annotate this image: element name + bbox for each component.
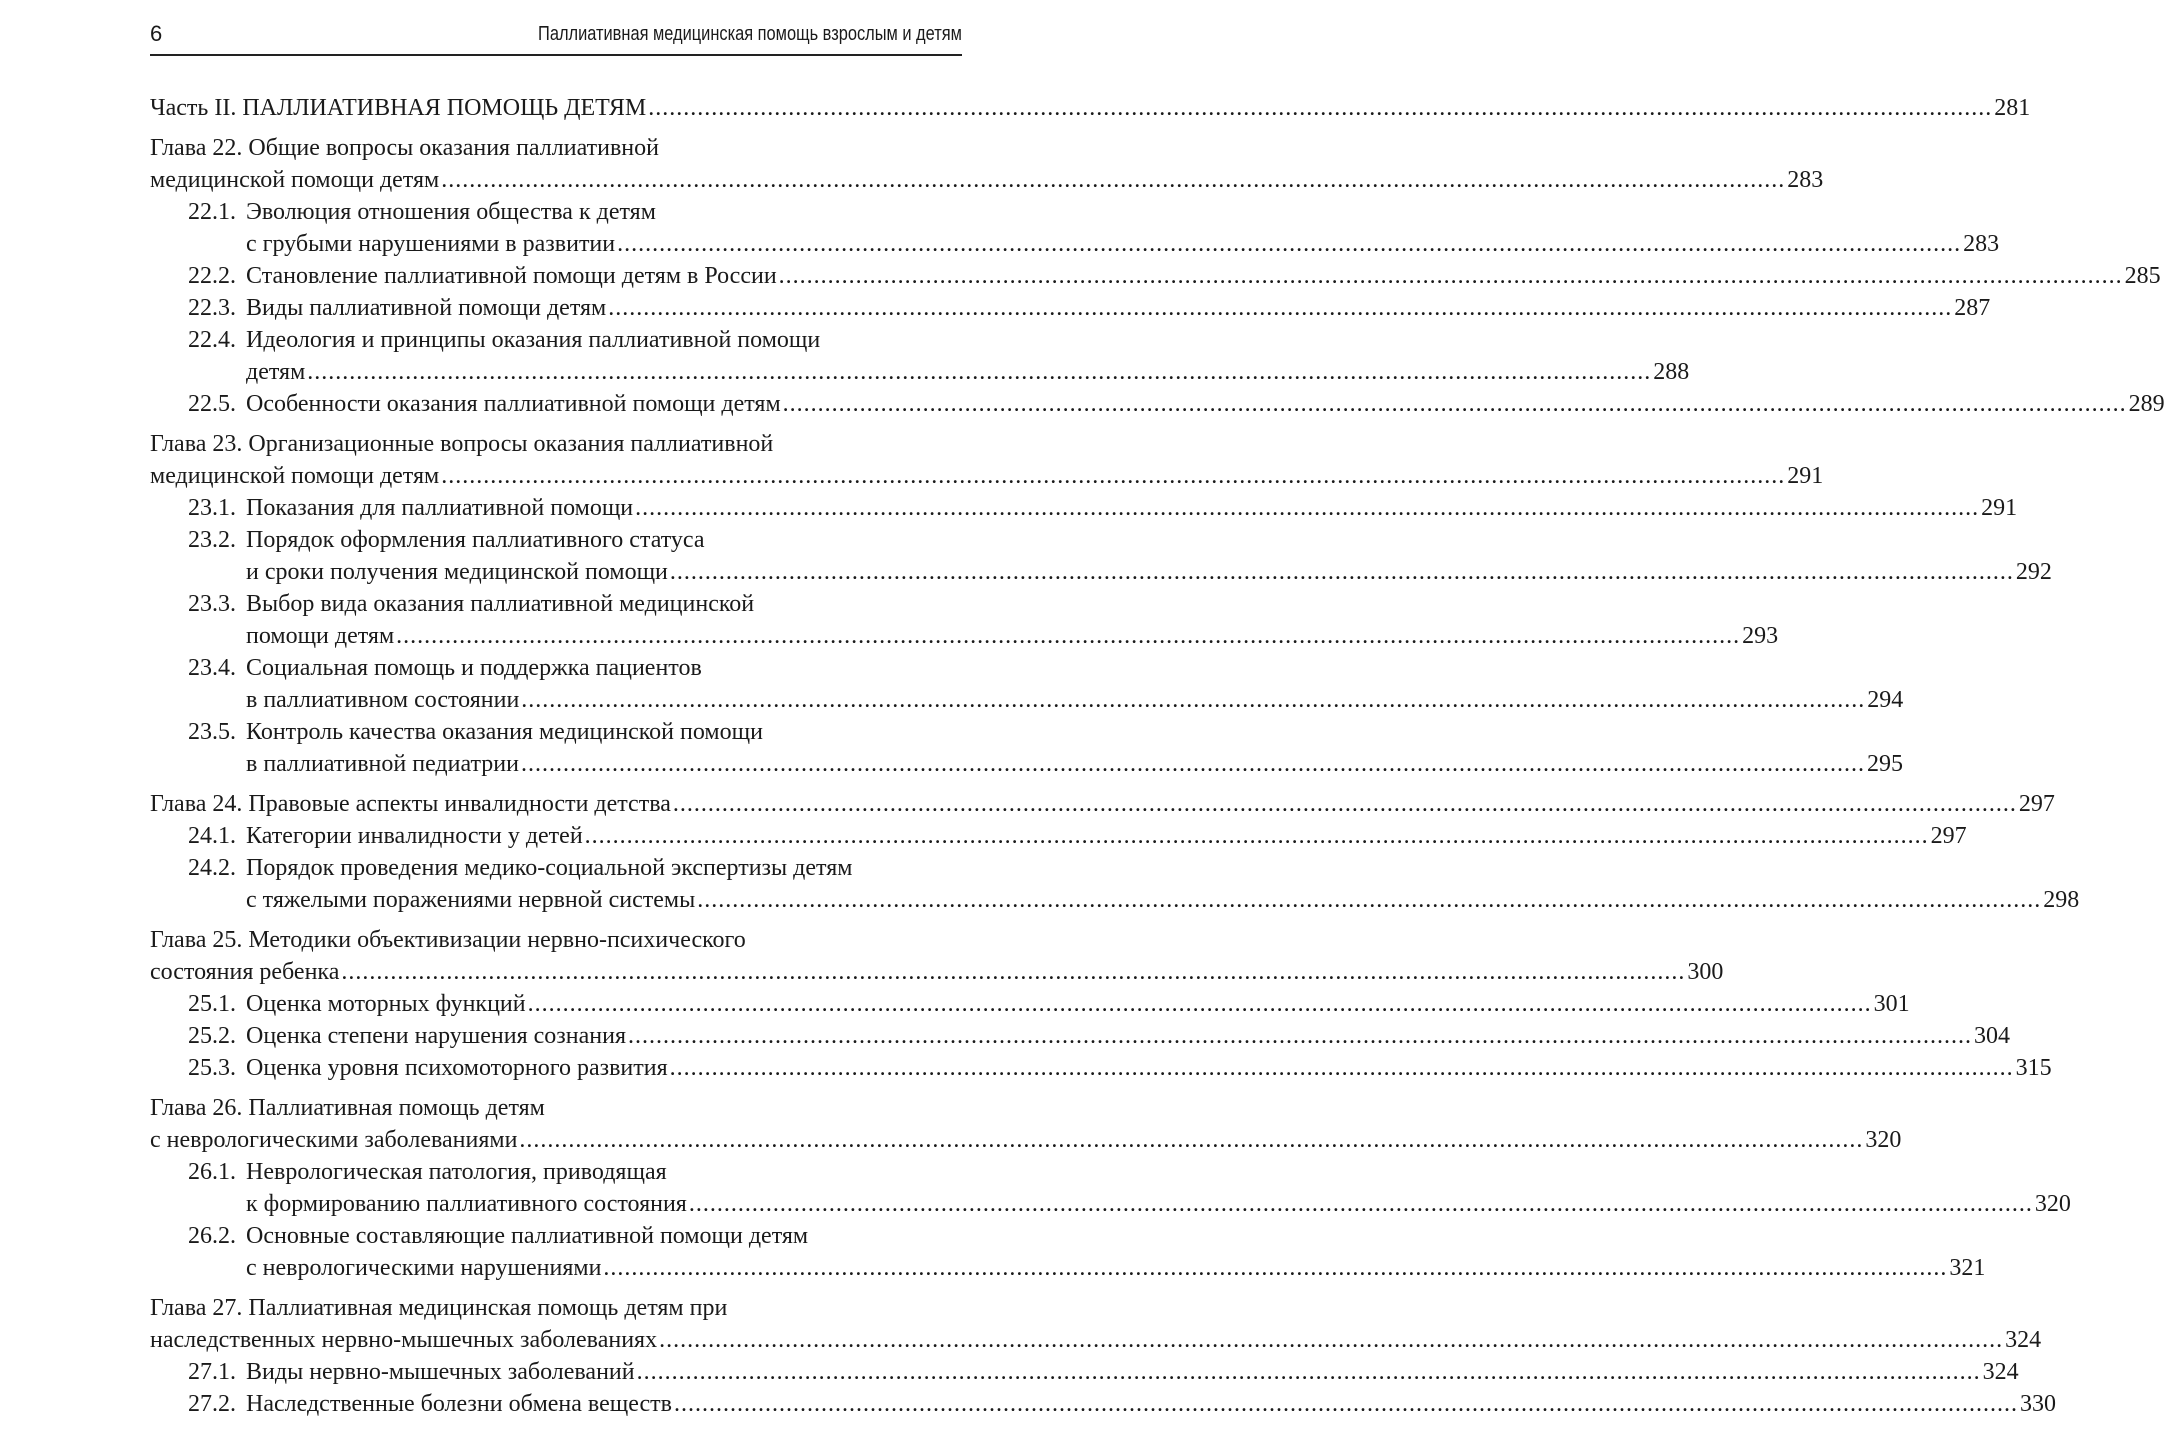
toc-entry-text: медицинской помощи детям (150, 167, 440, 193)
dot-leader (585, 820, 1929, 852)
toc-entry-text: Оценка моторных функций (246, 991, 526, 1017)
toc-chapter-title: Глава 27. Паллиативная медицинская помощь детям при (150, 1295, 728, 1321)
toc-section-body (246, 1052, 2052, 1084)
toc-section-body (246, 1388, 2056, 1420)
dot-leader (673, 788, 2017, 820)
toc-entry-text: помощи детям (246, 623, 395, 649)
dot-leader (528, 988, 1872, 1020)
toc-chapter-line (150, 1124, 1902, 1156)
toc-page-number: 330 (2019, 1391, 2056, 1417)
toc-section-line (246, 884, 2079, 916)
toc-chapter-line (150, 1324, 2042, 1356)
dot-leader (689, 1188, 2033, 1220)
dot-leader (341, 956, 1685, 988)
toc-chapter (150, 1292, 2056, 1420)
toc-section-line (246, 260, 2161, 292)
toc-entry-text: Виды нервно-мышечных заболеваний (246, 1359, 635, 1385)
toc-entry-text: Становление паллиативной помощи детям в России (246, 263, 777, 289)
toc-entry-text: и сроки получения медицинской помощи (246, 559, 668, 585)
toc-section-body (246, 492, 2017, 524)
toc-section (150, 716, 1903, 780)
toc-section-line (246, 356, 1689, 388)
toc-entry-text: Наследственные болезни обмена веществ (246, 1391, 672, 1417)
toc-section-number: 26.1. (188, 1159, 236, 1185)
dot-leader (659, 1324, 2003, 1356)
toc-section-title: Основные составляющие паллиативной помощи детям (246, 1223, 809, 1249)
toc-entry-text: в паллиативном состоянии (246, 687, 520, 713)
dot-leader (441, 460, 1785, 492)
toc-section-number: 25.1. (188, 991, 236, 1017)
toc-section-body (246, 324, 1689, 388)
toc-section (150, 388, 2165, 420)
toc-section-body (246, 652, 1903, 716)
toc-chapter (150, 1092, 2071, 1284)
toc-section-title: Контроль качества оказания медицинской помощи (246, 719, 763, 745)
toc-chapter-title: Глава 23. Организационные вопросы оказания паллиативной (150, 431, 774, 457)
toc-section-line (246, 1388, 2056, 1420)
toc-section-body (246, 1156, 2071, 1220)
toc-section (150, 1356, 2019, 1388)
toc-chapter-line (150, 956, 1724, 988)
toc-entry-text: Категории инвалидности у детей (246, 823, 583, 849)
toc-entry-text: детям (246, 359, 306, 385)
toc-page-number: 297 (2018, 791, 2055, 817)
toc-page-number: 294 (1867, 687, 1904, 713)
toc-section-number: 22.1. (188, 199, 236, 225)
toc-section-line (246, 684, 1903, 716)
toc-section-number: 23.4. (188, 655, 236, 681)
running-title: Паллиативная медицинская помощь взрослым и детям (538, 23, 962, 45)
toc-page-number: 301 (1873, 991, 1910, 1017)
toc-section-line (246, 1252, 1985, 1284)
dot-leader (521, 748, 1865, 780)
toc-section-body (246, 196, 1999, 260)
toc-part-title: Часть II. ПАЛЛИАТИВНАЯ ПОМОЩЬ ДЕТЯМ (150, 95, 647, 121)
toc-page-number: 320 (2034, 1191, 2071, 1217)
toc-page-number: 281 (1994, 95, 2031, 121)
toc-section-line (246, 228, 1999, 260)
toc-chapter-title: Глава 26. Паллиативная помощь детям (150, 1095, 545, 1121)
toc-section-body (246, 524, 2052, 588)
toc-section (150, 524, 2052, 588)
toc-entry-text: Глава 24. Правовые аспекты инвалидности детства (150, 791, 671, 817)
toc-section-number: 25.2. (188, 1023, 236, 1049)
toc-section-number: 23.3. (188, 591, 236, 617)
toc-chapter (150, 428, 2052, 780)
toc-section-line (246, 820, 1967, 852)
toc-section (150, 1156, 2071, 1220)
toc-section (150, 1020, 2010, 1052)
toc-chapter (150, 924, 2052, 1084)
dot-leader (617, 228, 1961, 260)
toc-entry-text: с неврологическими нарушениями (246, 1255, 602, 1281)
toc-page-number: 304 (1974, 1023, 2010, 1049)
toc-entry-text: Оценка уровня психомоторного развития (246, 1055, 668, 1081)
dot-leader (628, 1020, 1972, 1052)
toc-entry-text: к формированию паллиативного состояния (246, 1191, 687, 1217)
dot-leader (670, 556, 2014, 588)
toc-page-number: 288 (1653, 359, 1690, 385)
toc-section-body (246, 716, 1903, 780)
toc-page-number: 283 (1787, 167, 1824, 193)
toc-page-number: 289 (2128, 391, 2165, 417)
toc-page-number: 292 (2015, 559, 2052, 585)
toc-section-title: Неврологическая патология, приводящая (246, 1159, 667, 1185)
toc-section-line (246, 1052, 2052, 1084)
toc-section (150, 260, 2161, 292)
toc-section-number: 22.5. (188, 391, 236, 417)
toc-page-number: 287 (1954, 295, 1991, 321)
toc-section (150, 1388, 2056, 1420)
toc-section (150, 492, 2018, 524)
toc-section-line (246, 292, 1990, 324)
toc-entry-text: Показания для паллиативной помощи (246, 495, 634, 521)
toc-entry-text: Виды паллиативной помощи детям (246, 295, 607, 321)
dot-leader (608, 292, 1952, 324)
toc-chapter (150, 132, 2165, 420)
toc-section-number: 22.3. (188, 295, 236, 321)
toc-page-number: 291 (1981, 495, 2018, 521)
toc-page-number: 297 (1930, 823, 1967, 849)
toc-section-title: Идеология и принципы оказания паллиативной помощи (246, 327, 821, 353)
toc-entry-text: состояния ребенка (150, 959, 340, 985)
toc-section-line (246, 556, 2052, 588)
toc-section-title: Порядок проведения медико-социальной экспертизы детям (246, 855, 853, 881)
dot-leader (648, 92, 1992, 124)
toc-section (150, 292, 1991, 324)
toc-section (150, 652, 1904, 716)
toc-entry-text: с грубыми нарушениями в развитии (246, 231, 616, 257)
toc-page-number: 295 (1866, 751, 1903, 777)
toc-page-number: 315 (2015, 1055, 2052, 1081)
toc-section (150, 1052, 2052, 1084)
dot-leader (519, 1124, 1863, 1156)
toc-section (150, 324, 1690, 388)
toc-section-title: Социальная помощь и поддержка пациентов (246, 655, 702, 681)
toc-page-number: 283 (1963, 231, 2000, 257)
toc-entry-text: Оценка степени нарушения сознания (246, 1023, 626, 1049)
toc-section-body (246, 588, 1778, 652)
dot-leader (521, 684, 1865, 716)
toc-entry-text: Особенности оказания паллиативной помощи детям (246, 391, 781, 417)
toc-entry-text: наследственных нервно-мышечных заболеваниях (150, 1327, 658, 1353)
dot-leader (674, 1388, 2018, 1420)
toc-chapter-line (150, 164, 1824, 196)
toc-section-line (246, 492, 2017, 524)
toc-part-entry (150, 92, 2031, 124)
toc-section-line (246, 748, 1903, 780)
toc-section-body (246, 1220, 1985, 1284)
toc-page-number: 291 (1787, 463, 1824, 489)
toc-section-number: 22.4. (188, 327, 236, 353)
toc-section-number: 23.2. (188, 527, 236, 553)
toc-section (150, 852, 2080, 916)
toc-section (150, 820, 1967, 852)
toc-section-body (246, 988, 1910, 1020)
toc-section-body (246, 1020, 2010, 1052)
toc-chapter-line (150, 460, 1824, 492)
toc-entry-text: в паллиативной педиатрии (246, 751, 519, 777)
toc-section-line (246, 1020, 2010, 1052)
toc-page-number: 324 (2005, 1327, 2042, 1353)
toc-section-number: 24.2. (188, 855, 236, 881)
toc-page-number: 321 (1949, 1255, 1986, 1281)
toc-chapter-title: Глава 22. Общие вопросы оказания паллиативной (150, 135, 659, 161)
toc-entry-text: медицинской помощи детям (150, 463, 440, 489)
dot-leader (783, 388, 2127, 420)
toc-page-number: 293 (1742, 623, 1779, 649)
toc-entry-text: с тяжелыми поражениями нервной системы (246, 887, 696, 913)
toc-section-line (246, 620, 1778, 652)
toc-section-title: Порядок оформления паллиативного статуса (246, 527, 705, 553)
page-number: 6 (150, 21, 163, 46)
toc-chapter-line (150, 788, 2055, 820)
toc-page-number: 324 (1982, 1359, 2019, 1385)
toc-section (150, 588, 1779, 652)
dot-leader (637, 1356, 1981, 1388)
toc-page-number: 285 (2124, 263, 2161, 289)
dot-leader (670, 1052, 2014, 1084)
dot-leader (603, 1252, 1947, 1284)
toc-section-body (246, 1356, 2019, 1388)
toc-section-body (246, 260, 2161, 292)
toc-chapter-title: Глава 25. Методики объективизации нервно-психического (150, 927, 746, 953)
toc-section-number: 22.2. (188, 263, 236, 289)
toc-section-number: 24.1. (188, 823, 236, 849)
toc-section-line (246, 988, 1910, 1020)
dot-leader (697, 884, 2041, 916)
toc-section-line (246, 388, 2165, 420)
toc-section (150, 196, 2000, 260)
dot-leader (307, 356, 1651, 388)
toc-section-title: Эволюция отношения общества к детям (246, 199, 656, 225)
toc-section-number: 25.3. (188, 1055, 236, 1081)
toc-page-number: 300 (1687, 959, 1724, 985)
dot-leader (396, 620, 1740, 652)
toc-page-number: 298 (2043, 887, 2080, 913)
toc-chapter (150, 788, 2080, 916)
toc-entry-text: с неврологическими заболеваниями (150, 1127, 518, 1153)
toc-section-number: 26.2. (188, 1223, 236, 1249)
toc-page-number: 320 (1865, 1127, 1902, 1153)
toc-section-line (246, 1356, 2019, 1388)
toc-section-body (246, 388, 2165, 420)
page-header (150, 20, 962, 56)
table-of-contents (150, 92, 2165, 1420)
toc-section (150, 1220, 1986, 1284)
dot-leader (441, 164, 1785, 196)
toc-section-body (246, 820, 1967, 852)
toc-section-number: 27.1. (188, 1359, 236, 1385)
toc-section-body (246, 852, 2079, 916)
dot-leader (779, 260, 2123, 292)
toc-section-title: Выбор вида оказания паллиативной медицинской (246, 591, 755, 617)
toc-section-number: 23.5. (188, 719, 236, 745)
toc-section-line (246, 1188, 2071, 1220)
toc-section-number: 23.1. (188, 495, 236, 521)
dot-leader (635, 492, 1979, 524)
toc-section-number: 27.2. (188, 1391, 236, 1417)
toc-section-body (246, 292, 1990, 324)
toc-section (150, 988, 1910, 1020)
